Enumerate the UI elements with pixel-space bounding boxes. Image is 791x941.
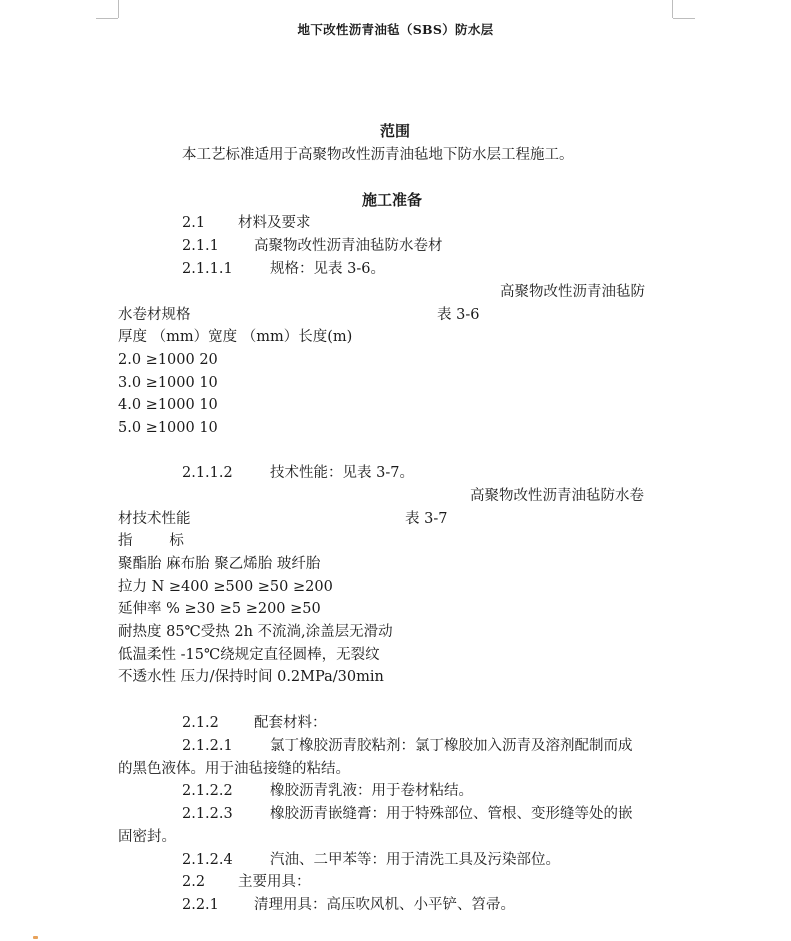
page-header: 地下改性沥青油毡（SBS）防水层 — [297, 22, 494, 37]
item-text: 材料及要求 — [238, 215, 311, 231]
item-text: 主要用具： — [238, 874, 311, 890]
item-text: 高聚物改性沥青油毡防水卷材 — [254, 238, 443, 254]
item-2-1-1-2 — [182, 464, 414, 482]
item-text: 规格：见表 3-6。 — [270, 261, 385, 277]
item-2-1-2-2 — [182, 782, 473, 800]
table-3-7-row: 耐热度 85℃受热 2h 不流淌,涂盖层无滑动 — [118, 624, 393, 640]
table-3-6-row: 2.0 ≥1000 20 — [118, 352, 218, 368]
item-number: 2.1.1 — [182, 238, 219, 254]
margin-mark-top-left — [118, 0, 119, 18]
table-3-7-subheader: 聚酯胎 麻布胎 聚乙烯胎 玻纤胎 — [118, 556, 321, 572]
item-number: 2.2 — [182, 874, 206, 890]
item-text: 技术性能：见表 3-7。 — [270, 465, 414, 481]
item-number: 2.1.2.4 — [182, 852, 233, 868]
item-text: 橡胶沥青嵌缝膏：用于特殊部位、管根、变形缝等处的嵌 — [270, 806, 633, 822]
table-3-6-caption: 高聚物改性沥青油毡防 — [500, 284, 645, 300]
table-3-6-label: 表 3-6 — [437, 307, 480, 323]
item-text: 配套材料： — [254, 715, 327, 731]
item-number: 2.1.1.1 — [182, 261, 233, 277]
item-text: 橡胶沥青乳液：用于卷材粘结。 — [270, 783, 473, 799]
table-3-7-label: 表 3-7 — [405, 511, 448, 527]
item-2-1-2-4 — [182, 851, 560, 869]
item-text: 氯丁橡胶沥青胶粘剂：氯丁橡胶加入沥青及溶剂配制而成 — [270, 738, 633, 754]
table-3-6-row: 5.0 ≥1000 10 — [118, 420, 218, 436]
table-3-6-row: 4.0 ≥1000 10 — [118, 397, 218, 413]
table-3-7-caption: 高聚物改性沥青油毡防水卷 — [470, 488, 644, 504]
item-number: 2.1.2.3 — [182, 806, 233, 822]
corner-marker — [33, 936, 38, 939]
item-text: 清理用具：高压吹风机、小平铲、笤帚。 — [254, 897, 515, 913]
margin-mark-top-right — [673, 18, 695, 19]
item-number: 2.1.2.2 — [182, 783, 233, 799]
item-number: 2.2.1 — [182, 897, 219, 913]
section-title-prep: 施工准备 — [362, 191, 423, 209]
item-text: 汽油、二甲苯等：用于清洗工具及污染部位。 — [270, 852, 560, 868]
item-2-1-2-3 — [182, 805, 633, 823]
table-3-6-row: 3.0 ≥1000 10 — [118, 375, 218, 391]
item-2-1-1-1 — [182, 260, 385, 278]
item-2-1 — [182, 214, 311, 232]
margin-mark-top-right — [672, 0, 673, 18]
item-2-1-2-3-cont: 固密封。 — [118, 829, 176, 845]
item-2-1-2-1 — [182, 737, 633, 755]
table-3-7-header: 指 标 — [118, 533, 184, 549]
item-2-2 — [182, 873, 311, 891]
table-3-7-row: 低温柔性 -15℃绕规定直径圆棒，无裂纹 — [118, 647, 380, 663]
table-3-7-row: 延伸率 % ≥30 ≥5 ≥200 ≥50 — [118, 601, 321, 617]
item-number: 2.1.2.1 — [182, 738, 233, 754]
section-title-scope: 范围 — [380, 122, 411, 140]
scope-text: 本工艺标准适用于高聚物改性沥青油毡地下防水层工程施工。 — [182, 147, 574, 163]
item-2-1-2 — [182, 714, 327, 732]
table-3-6-caption-cont: 水卷材规格 — [118, 307, 191, 323]
table-3-6-header: 厚度 （mm）宽度 （mm）长度(m) — [118, 329, 353, 345]
item-number: 2.1 — [182, 215, 206, 231]
margin-mark-top-left — [96, 18, 118, 19]
item-2-1-1 — [182, 237, 443, 255]
item-2-2-1 — [182, 896, 515, 914]
table-3-7-row: 不透水性 压力/保持时间 0.2MPa/30min — [118, 669, 384, 685]
item-number: 2.1.2 — [182, 715, 219, 731]
item-2-1-2-1-cont: 的黑色液体。用于油毡接缝的粘结。 — [118, 761, 350, 777]
table-3-7-row: 拉力 N ≥400 ≥500 ≥50 ≥200 — [118, 579, 333, 595]
item-number: 2.1.1.2 — [182, 465, 233, 481]
table-3-7-caption-cont: 材技术性能 — [118, 511, 191, 527]
